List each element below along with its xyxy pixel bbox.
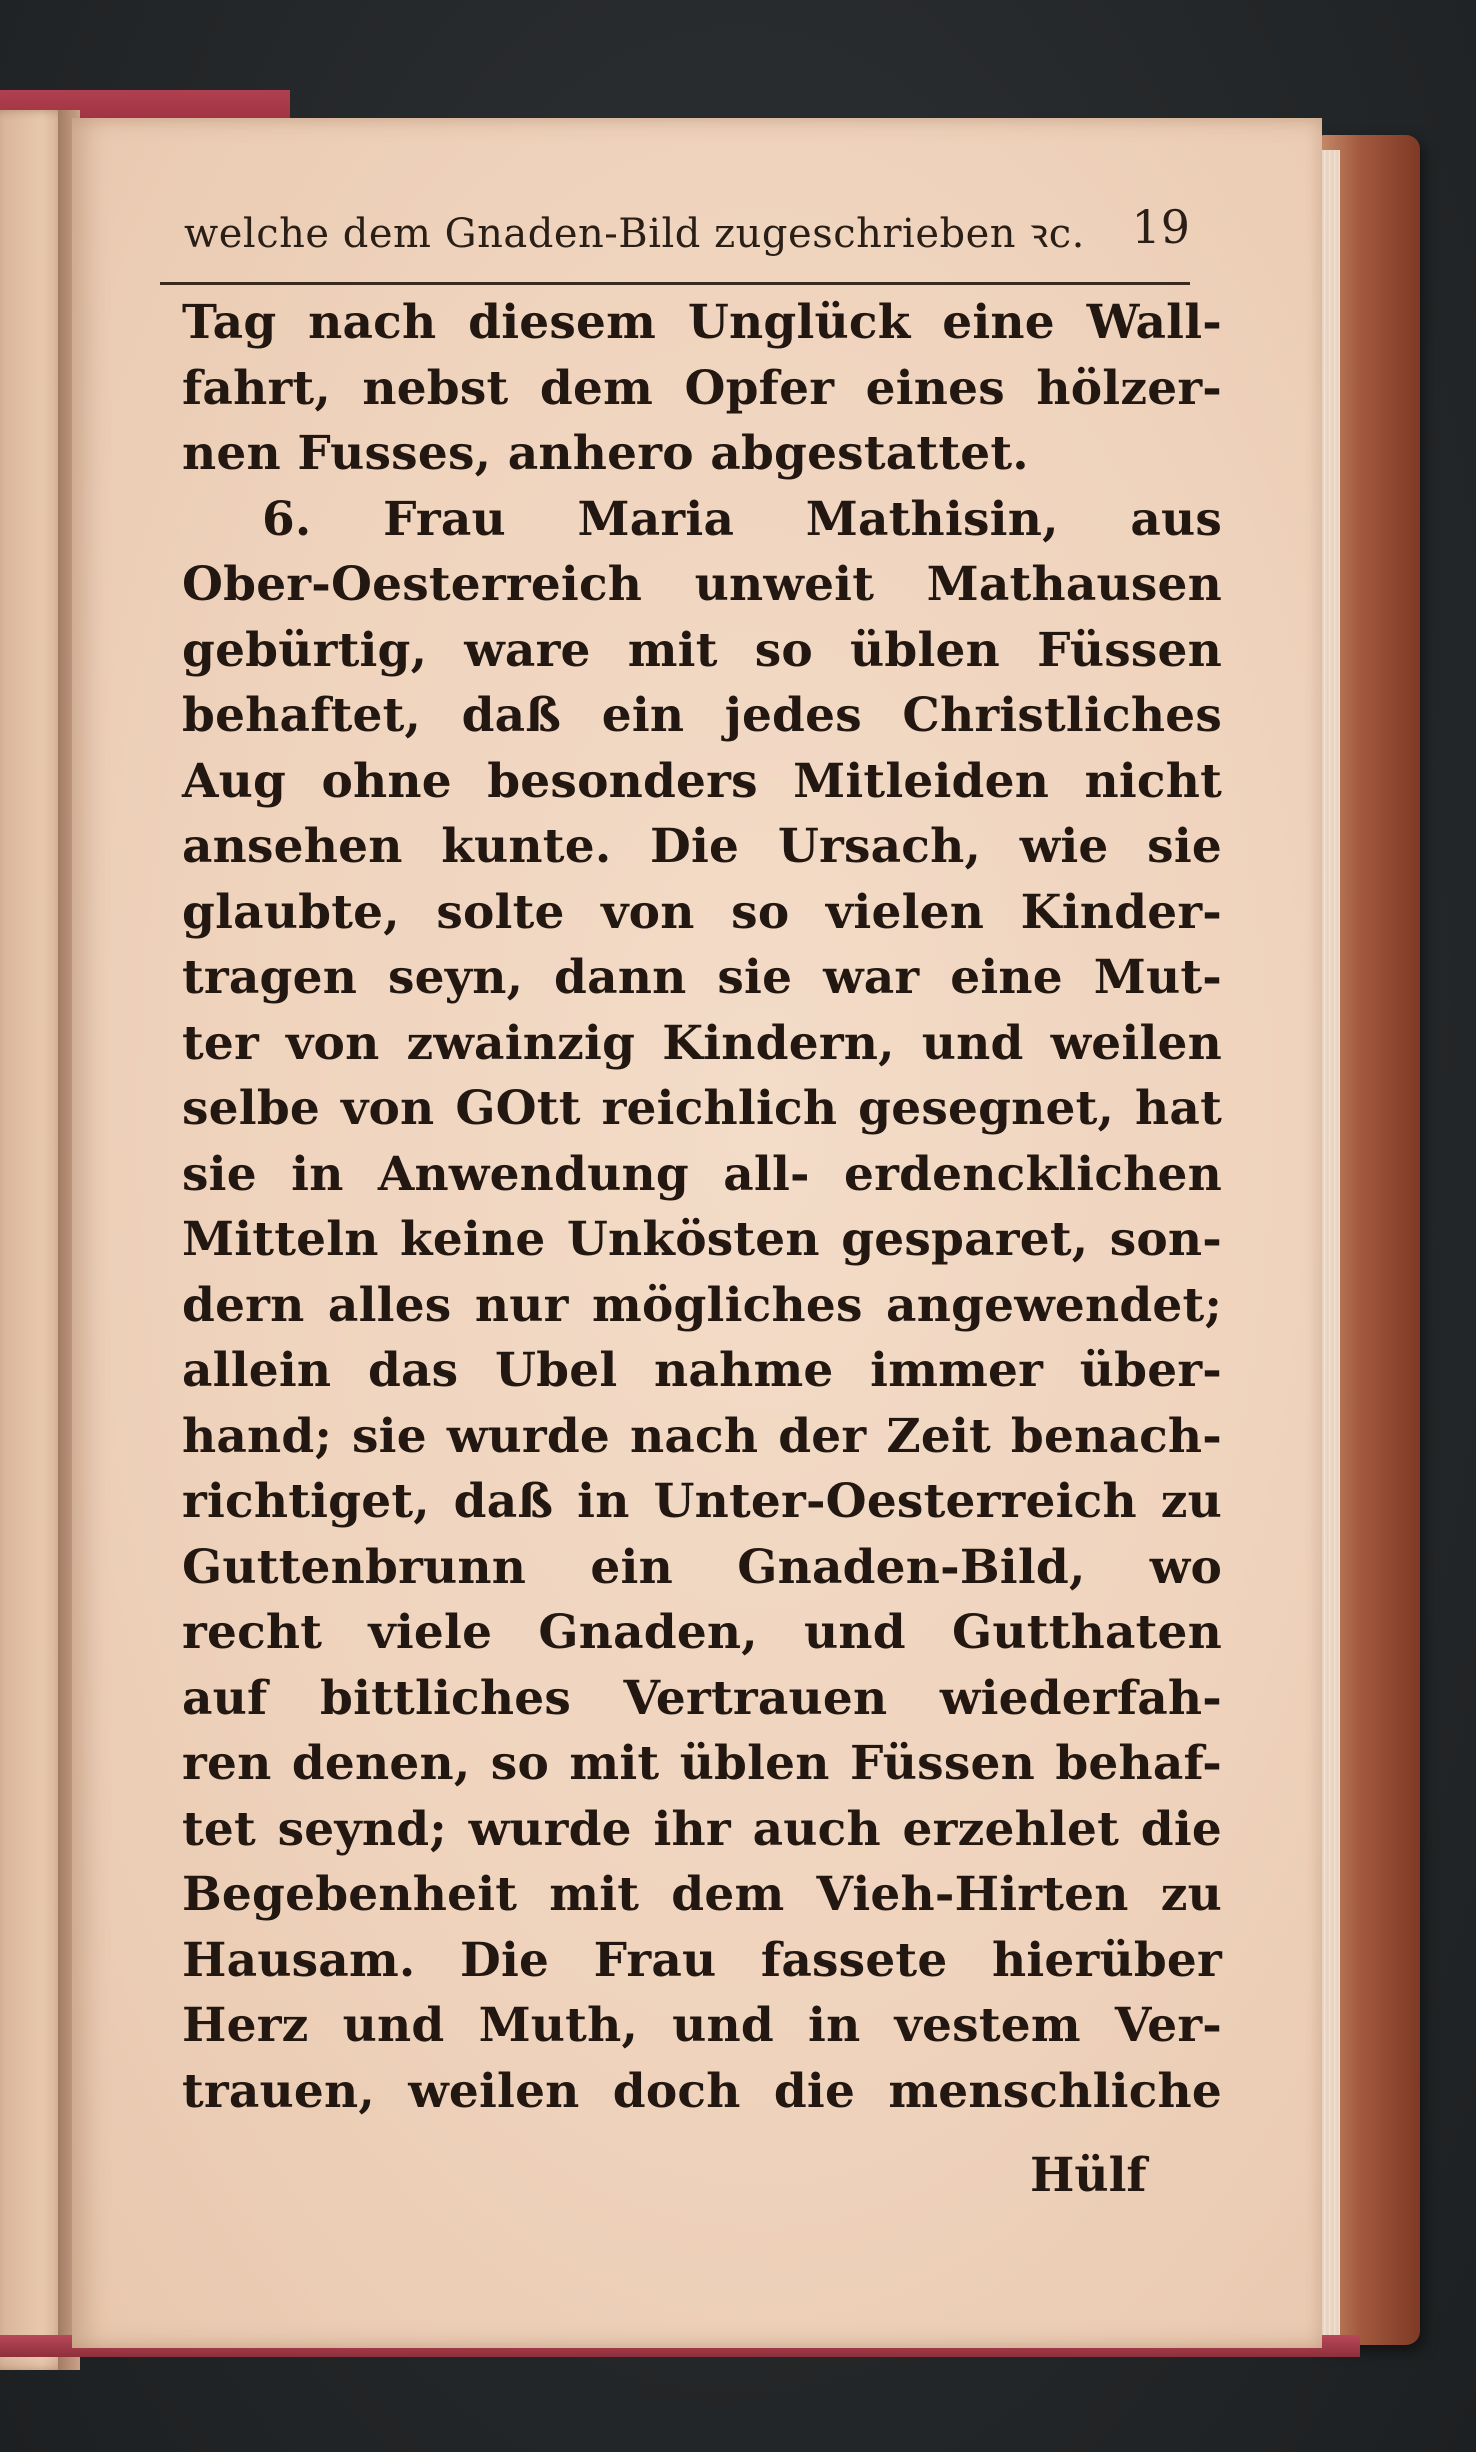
- text-line: gebürtig, ware mit so üblen Füssen: [182, 622, 1222, 678]
- text-line: trauen, weilen doch die menschliche: [182, 2063, 1222, 2119]
- text-line: behaftet, daß ein jedes Christliches: [182, 688, 1222, 743]
- text-line: 6. Frau Maria Mathisin, aus: [262, 491, 1222, 547]
- text-line: Aug ohne besonders Mitleiden nicht: [182, 753, 1222, 809]
- text-line: allein das Ubel nahme immer über-: [182, 1343, 1222, 1398]
- body-text: [182, 290, 1222, 2124]
- text-line: recht viele Gnaden, und Gutthaten: [182, 1605, 1222, 1660]
- page-number: 19: [1131, 200, 1190, 254]
- text-line: sie in Anwendung all- erdencklichen: [182, 1146, 1222, 1202]
- header-rule: [160, 282, 1190, 285]
- running-head-title: welche dem Gnaden-Bild zugeschrieben ꝛc.: [184, 211, 1085, 257]
- text-line: glaubte, solte von so vielen Kinder-: [182, 884, 1222, 940]
- text-line: Begebenheit mit dem Vieh-Hirten zu: [182, 1867, 1222, 1922]
- text-line: nen Fusses, anhero abgestattet.: [182, 426, 1029, 481]
- text-line: Guttenbrunn ein Gnaden-Bild, wo: [182, 1539, 1222, 1595]
- text-line: Tag nach diesem Unglück eine Wall-: [182, 295, 1222, 350]
- text-line: tragen seyn, dann sie war eine Mut-: [182, 950, 1222, 1005]
- text-line: Herz und Muth, und in vestem Ver-: [182, 1998, 1222, 2053]
- text-line: fahrt, nebst dem Opfer eines hölzer-: [182, 360, 1222, 416]
- text-line: tet seynd; wurde ihr auch erzehlet die: [182, 1801, 1222, 1857]
- text-line: richtiget, daß in Unter-Oesterreich zu: [182, 1474, 1222, 1529]
- text-line: Hausam. Die Frau fassete hierüber: [182, 1932, 1222, 1988]
- text-line: ter von zwainzig Kindern, und weilen: [182, 1015, 1222, 1071]
- text-line: dern alles nur mögliches angewendet;: [182, 1277, 1222, 1333]
- text-line: selbe von GOtt reichlich gesegnet, hat: [182, 1081, 1222, 1136]
- catchword: Hülf: [1030, 2148, 1147, 2203]
- text-line: auf bittliches Vertrauen wiederfah-: [182, 1670, 1222, 1726]
- text-line: ansehen kunte. Die Ursach, wie sie: [182, 819, 1222, 874]
- text-line: ren denen, so mit üblen Füssen behaf-: [182, 1736, 1222, 1791]
- text-line: Mitteln keine Unkösten gesparet, son-: [182, 1212, 1222, 1267]
- running-head: [180, 198, 1190, 262]
- text-line: hand; sie wurde nach der Zeit benach-: [182, 1408, 1222, 1464]
- text-line: Ober-Oesterreich unweit Mathausen: [182, 557, 1222, 612]
